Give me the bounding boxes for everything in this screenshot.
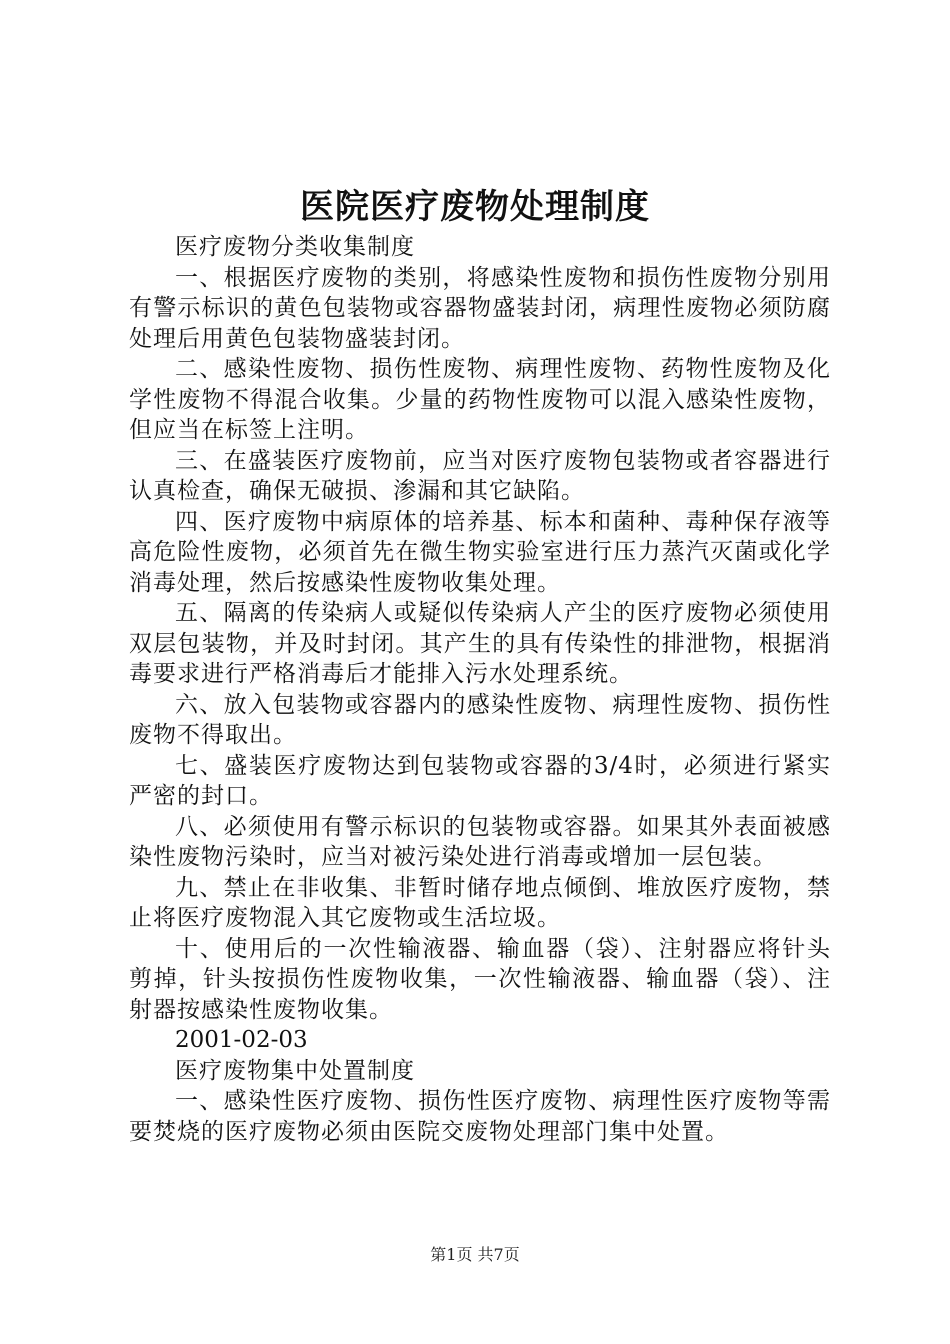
paragraph-item-10: 十、使用后的一次性输液器、输血器（袋）、注射器应将针头剪掉，针头按损伤性废物收集，一次性输液器、输血器（袋）、注射器按感染性废物收集。 bbox=[129, 935, 831, 1023]
page-number: 第1页 bbox=[430, 1245, 473, 1264]
document-title: 医院医疗废物处理制度 bbox=[300, 187, 650, 227]
document-date: 2001-02-03 bbox=[175, 1027, 308, 1053]
paragraph-item-3: 三、在盛装医疗废物前，应当对医疗废物包装物或者容器进行认真检查，确保无破损、渗漏和其它缺陷。 bbox=[129, 447, 831, 504]
paragraph-item-7: 七、盛装医疗废物达到包装物或容器的3/4时，必须进行紧实严密的封口。 bbox=[129, 752, 831, 809]
paragraph-item-1: 一、根据医疗废物的类别，将感染性废物和损伤性废物分别用有警示标识的黄色包装物或容器物盛装封闭，病理性废物必须防腐处理后用黄色包装物盛装封闭。 bbox=[129, 264, 831, 352]
paragraph-disposal-item-1: 一、感染性医疗废物、损伤性医疗废物、病理性医疗废物等需要焚烧的医疗废物必须由医院交废物处理部门集中处置。 bbox=[129, 1088, 831, 1145]
section-heading-disposal: 医疗废物集中处置制度 bbox=[175, 1057, 415, 1084]
paragraph-item-9: 九、禁止在非收集、非暂时储存地点倾倒、堆放医疗废物，禁止将医疗废物混入其它废物或生活垃圾。 bbox=[129, 874, 831, 931]
page-footer bbox=[0, 1244, 950, 1266]
paragraph-item-4: 四、医疗废物中病原体的培养基、标本和菌种、毒种保存液等高危险性废物，必须首先在微生物实验室进行压力蒸汽灭菌或化学消毒处理，然后按感染性废物收集处理。 bbox=[129, 508, 831, 596]
paragraph-item-8: 八、必须使用有警示标识的包装物或容器。如果其外表面被感染性废物污染时，应当对被污染处进行消毒或增加一层包装。 bbox=[129, 813, 831, 870]
paragraph-item-2: 二、感染性废物、损伤性废物、病理性废物、药物性废物及化学性废物不得混合收集。少量的药物性废物可以混入感染性废物，但应当在标签上注明。 bbox=[129, 356, 831, 443]
document-body bbox=[129, 232, 831, 1147]
paragraph-item-5: 五、隔离的传染病人或疑似传染病人产尘的医疗废物必须使用双层包装物，并及时封闭。其产生的具有传染性的排泄物，根据消毒要求进行严格消毒后才能排入污水处理系统。 bbox=[129, 600, 831, 687]
page-total: 共7页 bbox=[477, 1245, 520, 1264]
paragraph-item-6: 六、放入包装物或容器内的感染性废物、病理性废物、损伤性废物不得取出。 bbox=[129, 691, 831, 748]
section-heading-classification: 医疗废物分类收集制度 bbox=[175, 234, 415, 260]
